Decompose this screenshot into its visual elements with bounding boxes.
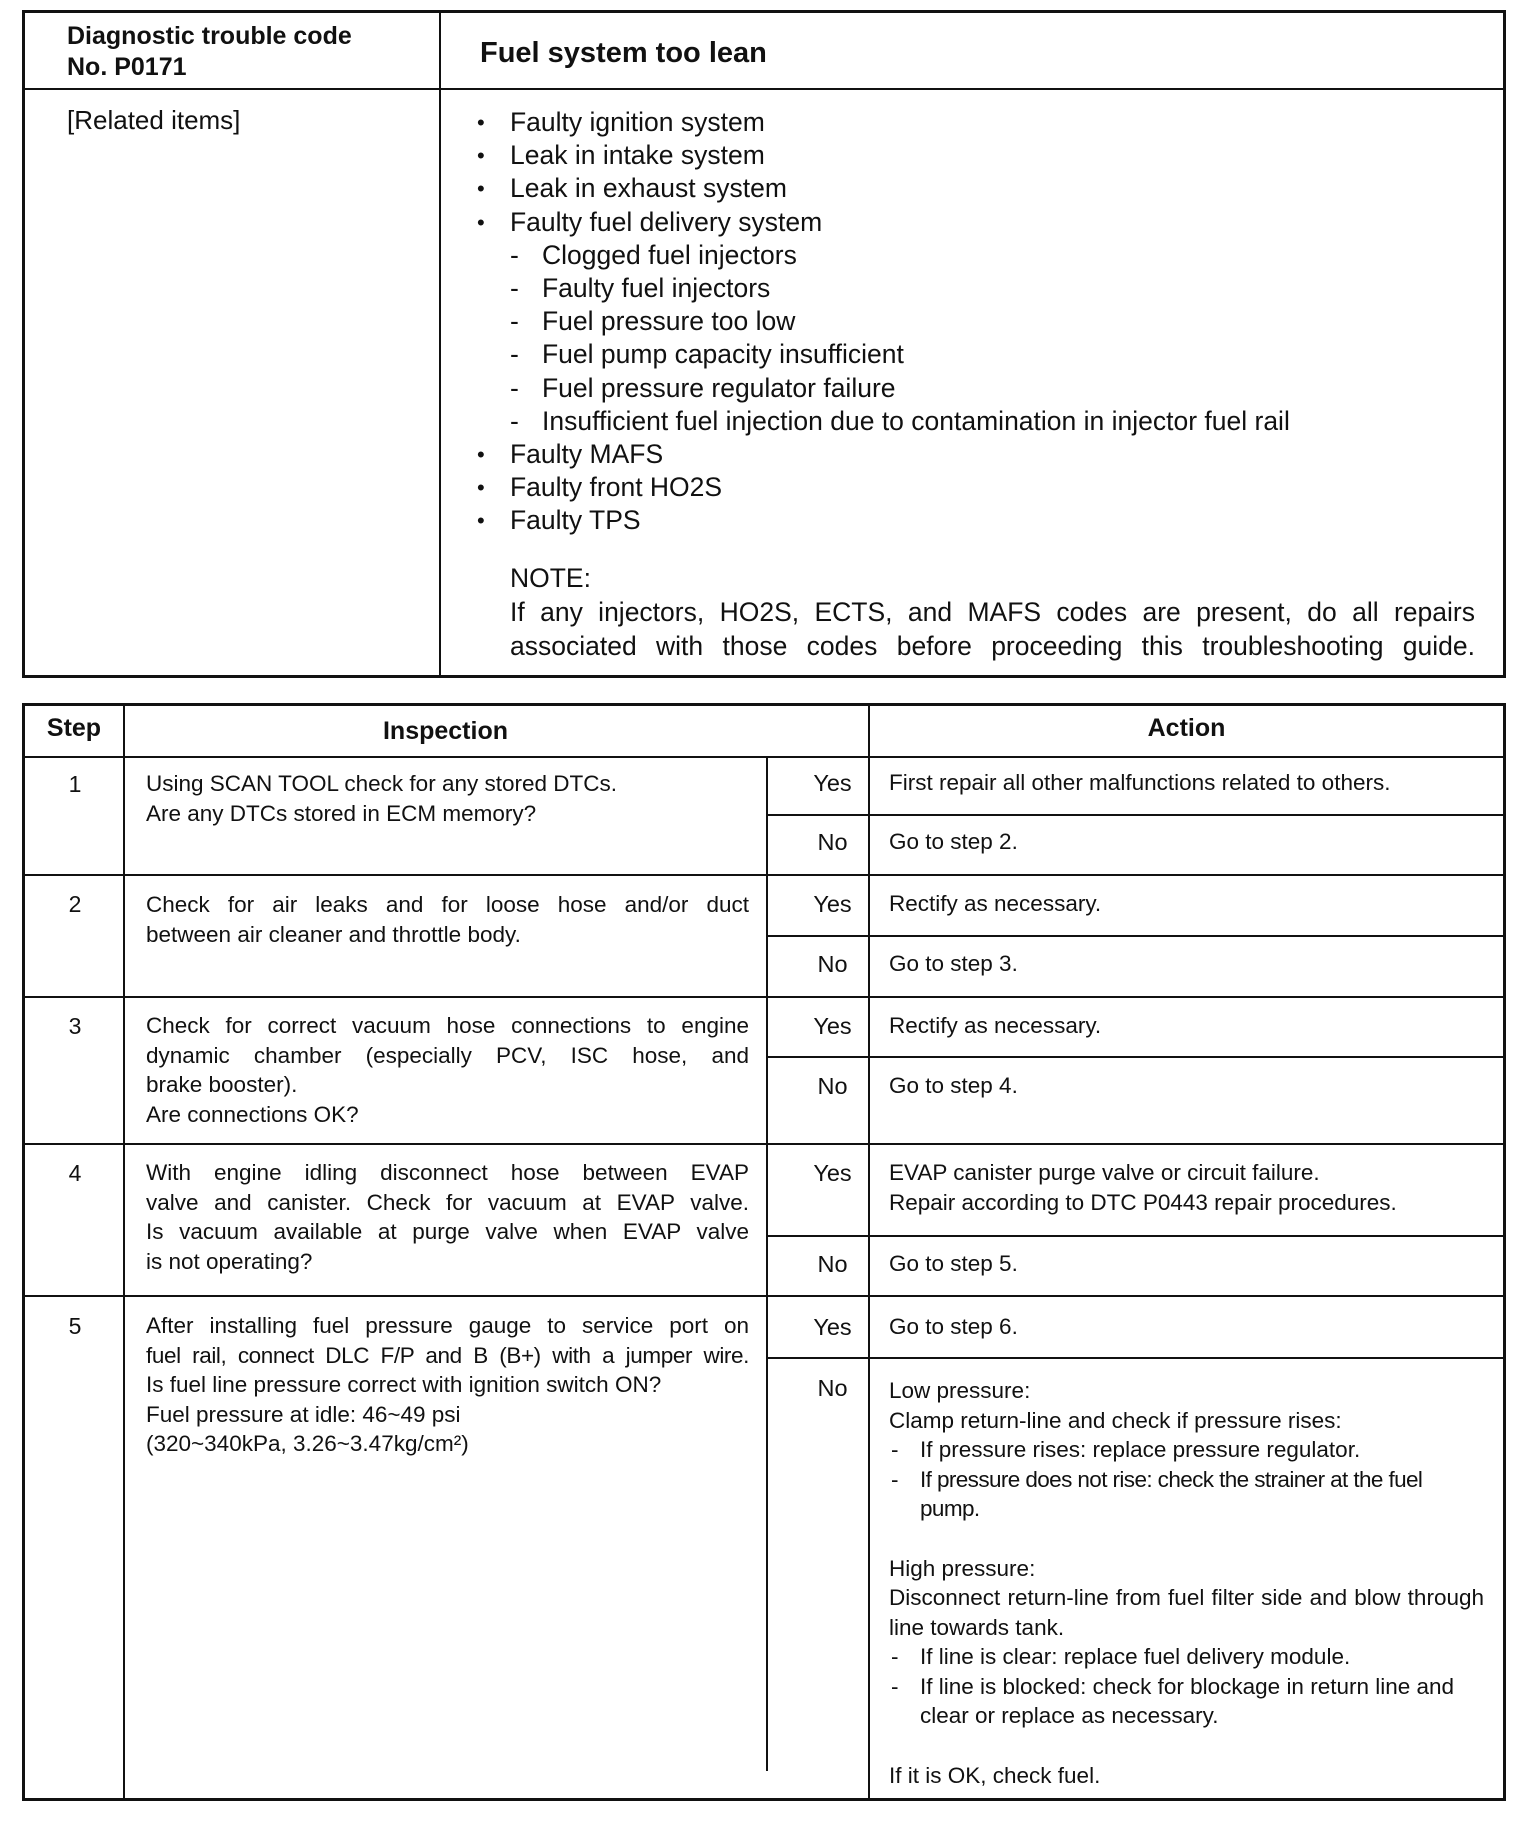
- related-items-label: [Related items]: [67, 105, 241, 135]
- no-label: No: [817, 829, 848, 855]
- row-divider: [25, 756, 1503, 758]
- sub-list-item-text: Insufficient fuel injection due to contamination in injector fuel rail: [542, 405, 1290, 436]
- final-action: If it is OK, check fuel.: [889, 1762, 1101, 1788]
- no-action: Go to step 2.: [889, 829, 1018, 854]
- troubleshooting-steps-table: [22, 703, 1506, 1801]
- dash-icon: -: [510, 239, 519, 270]
- list-item: [477, 504, 1477, 537]
- column-divider: [766, 756, 768, 1771]
- sub-list-item: [477, 372, 1477, 405]
- inspection-line: fuel rail, connect DLC F/P and B (B+) with a jumper wire.: [146, 1342, 749, 1368]
- list-item: [477, 471, 1477, 504]
- no-action: Go to step 5.: [889, 1251, 1018, 1276]
- action-line: EVAP canister purge valve or circuit failure.: [889, 1160, 1320, 1185]
- bullet-icon: •: [477, 176, 485, 202]
- row-divider: [766, 1357, 1503, 1359]
- row-divider: [766, 1056, 1503, 1058]
- inspection-text: [146, 769, 749, 828]
- high-pressure-item: - If line is clear: replace fuel delivery module.: [889, 1642, 1484, 1672]
- bullet-icon: •: [477, 475, 485, 501]
- inspection-line: Are connections OK?: [146, 1101, 359, 1127]
- list-item-text: Faulty ignition system: [510, 107, 765, 137]
- header-action: Action: [1147, 714, 1226, 742]
- dash-icon: -: [510, 306, 519, 337]
- row-divider: [766, 935, 1503, 937]
- inspection-text: [146, 1011, 749, 1129]
- inspection-line: With engine idling disconnect hose between EVAP: [146, 1160, 749, 1185]
- sub-list-item: [477, 272, 1477, 305]
- row-divider: [25, 1295, 1503, 1297]
- dtc-code-number: No. P0171: [67, 53, 187, 81]
- row-divider: [25, 996, 1503, 998]
- inspection-text: [146, 890, 749, 949]
- high-pressure-item: - If line is blocked: check for blockage in return line and clear or replace as necessary.: [889, 1672, 1484, 1731]
- bullet-icon: •: [477, 143, 485, 169]
- row-divider: [25, 88, 1503, 90]
- row-divider: [25, 874, 1503, 876]
- note-line: associated with those codes before proceeding this troubleshooting guide.: [510, 631, 1475, 661]
- high-pressure-intro: Disconnect return-line from fuel filter side and blow through line towards tank.: [889, 1585, 1484, 1640]
- note-label: NOTE:: [510, 563, 591, 593]
- step-number: 3: [68, 1013, 82, 1039]
- bullet-icon: •: [477, 110, 485, 135]
- sub-list-item: [477, 305, 1477, 338]
- list-item: [477, 172, 1477, 205]
- no-label: No: [817, 1251, 848, 1277]
- dash-icon: -: [510, 405, 519, 436]
- low-pressure-intro: Clamp return-line and check if pressure rises:: [889, 1407, 1342, 1433]
- dash-icon: -: [510, 272, 519, 303]
- sub-list-item: [477, 338, 1477, 371]
- low-pressure-item: - If pressure rises: replace pressure regulator.: [889, 1435, 1484, 1465]
- inspection-line: brake booster).: [146, 1072, 298, 1097]
- yes-label: Yes: [813, 891, 852, 917]
- spacer: [889, 1524, 1484, 1554]
- header-inspection: Inspection: [382, 717, 508, 745]
- header-step: Step: [46, 714, 102, 742]
- yes-action: [889, 1158, 1484, 1217]
- bullet-icon: •: [477, 209, 485, 235]
- inspection-line: Are any DTCs stored in ECM memory?: [146, 800, 537, 826]
- list-item: [477, 438, 1477, 471]
- bullet-icon: •: [477, 441, 485, 467]
- list-item-text: Leak in intake system: [510, 140, 765, 171]
- yes-label: Yes: [813, 770, 852, 796]
- no-label: No: [817, 951, 848, 977]
- yes-action: First repair all other malfunctions related to others.: [889, 770, 1391, 795]
- dash-icon: -: [510, 372, 519, 403]
- row-divider: [766, 814, 1503, 816]
- inspection-line: After installing fuel pressure gauge to service port on: [146, 1313, 749, 1338]
- spacer: [889, 1731, 1484, 1761]
- list-item: [477, 206, 1477, 239]
- sub-list-item-text: Fuel pump capacity insufficient: [542, 339, 904, 370]
- inspection-line: dynamic chamber (especially PCV, ISC hose, and: [146, 1042, 749, 1068]
- inspection-line: Is fuel line pressure correct with ignition switch ON?: [146, 1372, 662, 1397]
- row-divider: [766, 1235, 1503, 1237]
- note-block: [510, 561, 1475, 663]
- sub-list-item-text: Fuel pressure too low: [542, 306, 796, 337]
- low-pressure-title: Low pressure:: [889, 1378, 1031, 1403]
- inspection-line: valve and canister. Check for vacuum at EVAP valve.: [146, 1189, 749, 1215]
- list-item: [477, 139, 1477, 172]
- sub-list-item-text: Faulty fuel injectors: [542, 272, 771, 303]
- dash-icon: -: [510, 339, 519, 370]
- list-item-text: Leak in exhaust system: [510, 173, 787, 204]
- sub-list-item: [477, 239, 1477, 272]
- no-action: [889, 1376, 1484, 1790]
- yes-action: Rectify as necessary.: [889, 891, 1102, 916]
- sub-list-item-text: Clogged fuel injectors: [542, 239, 797, 270]
- related-items-list: [477, 106, 1477, 537]
- action-line: Repair according to DTC P0443 repair procedures.: [889, 1189, 1397, 1215]
- inspection-line: Check for air leaks and for loose hose and/or duct: [146, 892, 749, 917]
- list-item-text: Faulty fuel delivery system: [510, 206, 823, 237]
- high-pressure-title: High pressure:: [889, 1555, 1036, 1581]
- sub-list-item-text: Fuel pressure regulator failure: [542, 372, 896, 403]
- yes-label: Yes: [813, 1160, 852, 1186]
- note-line: If any injectors, HO2S, ECTS, and MAFS codes are present, do all repairs: [510, 597, 1475, 627]
- list-item-text: Faulty MAFS: [510, 438, 664, 469]
- inspection-line: between air cleaner and throttle body.: [146, 921, 521, 947]
- column-divider: [439, 13, 441, 675]
- inspection-line: (320~340kPa, 3.26~3.47kg/cm²): [146, 1431, 469, 1456]
- no-action: Go to step 4.: [889, 1073, 1018, 1098]
- yes-action: Go to step 6.: [889, 1314, 1018, 1339]
- step-number: 4: [68, 1160, 82, 1186]
- dtc-info-table: [22, 10, 1506, 678]
- no-label: No: [817, 1375, 848, 1401]
- list-item-text: Faulty TPS: [510, 505, 641, 536]
- bullet-icon: •: [477, 508, 485, 534]
- yes-action: Rectify as necessary.: [889, 1013, 1102, 1038]
- list-item-text: Faulty front HO2S: [510, 472, 723, 503]
- inspection-line: is not operating?: [146, 1248, 313, 1274]
- step-number: 2: [68, 891, 82, 917]
- inspection-line: Check for correct vacuum hose connections to engine: [146, 1013, 749, 1038]
- inspection-text: [146, 1311, 749, 1459]
- no-action: Go to step 3.: [889, 951, 1018, 976]
- inspection-line: Is vacuum available at purge valve when EVAP valve: [146, 1219, 749, 1244]
- low-pressure-item: - If pressure does not rise: check the strainer at the fuel pump.: [889, 1465, 1484, 1524]
- dtc-title: Fuel system too lean: [480, 37, 767, 69]
- inspection-line: Using SCAN TOOL check for any stored DTCs.: [146, 771, 617, 796]
- column-divider: [123, 706, 125, 1798]
- dtc-code-label-line: Diagnostic trouble code: [67, 22, 352, 50]
- sub-list-item: [477, 405, 1477, 438]
- no-label: No: [817, 1073, 848, 1099]
- dtc-code-label: [67, 21, 427, 83]
- step-number: 1: [68, 771, 82, 797]
- inspection-line: Fuel pressure at idle: 46~49 psi: [146, 1401, 461, 1427]
- step-number: 5: [68, 1313, 82, 1339]
- yes-label: Yes: [813, 1314, 852, 1340]
- list-item: [477, 106, 1477, 139]
- inspection-text: [146, 1158, 749, 1276]
- row-divider: [25, 1143, 1503, 1145]
- yes-label: Yes: [813, 1013, 852, 1039]
